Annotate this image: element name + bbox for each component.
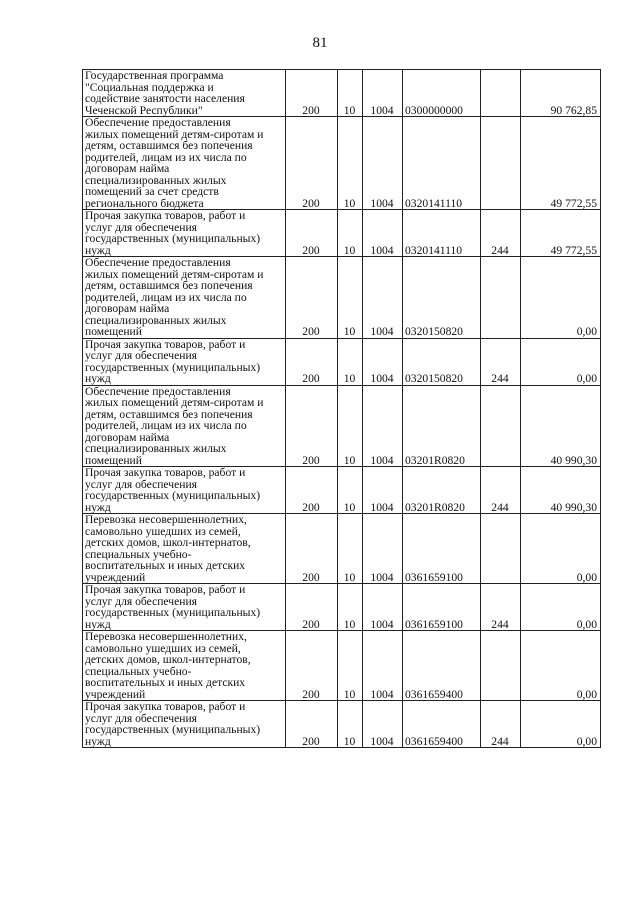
- row-adm-code-cell: 200: [286, 385, 338, 467]
- row-target-article-cell: 0320141110: [403, 117, 481, 210]
- row-subsection-cell: 1004: [363, 257, 403, 339]
- table-row: [83, 701, 601, 748]
- row-amount-cell: 49 772,55: [521, 210, 601, 257]
- table-body: [83, 70, 601, 748]
- row-adm-code-cell: 200: [286, 70, 338, 117]
- row-target-article-cell: 0361659100: [403, 584, 481, 631]
- row-subsection-cell: 1004: [363, 117, 403, 210]
- row-target-article-cell: 0300000000: [403, 70, 481, 117]
- row-target-article-cell: 0320150820: [403, 257, 481, 339]
- row-name-cell: Обеспечение предоставления жилых помещений детям-сиротам и детям, оставшимся без попечения родителей, лицам из их числа по договорам найма специализированных жилых помещений за счет средств регионального бюджета: [83, 117, 286, 210]
- row-adm-code-cell: 200: [286, 257, 338, 339]
- row-name-cell: Прочая закупка товаров, работ и услуг для обеспечения государственных (муниципальных) нужд: [83, 701, 286, 748]
- table-row: [83, 514, 601, 584]
- row-section-cell: 10: [338, 210, 363, 257]
- row-subsection-cell: 1004: [363, 385, 403, 467]
- row-adm-code-cell: 200: [286, 631, 338, 701]
- row-amount-cell: 0,00: [521, 338, 601, 385]
- table-row: [83, 338, 601, 385]
- row-adm-code-cell: 200: [286, 338, 338, 385]
- row-subsection-cell: 1004: [363, 514, 403, 584]
- row-expense-type-cell: [481, 117, 521, 210]
- row-name-cell: Государственная программа "Социальная поддержка и содействие занятости населения Чеченской Республики": [83, 70, 286, 117]
- row-amount-cell: 0,00: [521, 514, 601, 584]
- table-row: [83, 631, 601, 701]
- row-name-cell: Прочая закупка товаров, работ и услуг для обеспечения государственных (муниципальных) нужд: [83, 584, 286, 631]
- row-section-cell: 10: [338, 514, 363, 584]
- row-name-cell: Обеспечение предоставления жилых помещений детям-сиротам и детям, оставшимся без попечения родителей, лицам из их числа по договорам найма специализированных жилых помещений: [83, 257, 286, 339]
- row-expense-type-cell: [481, 70, 521, 117]
- row-target-article-cell: 0320150820: [403, 338, 481, 385]
- page-number: 81: [312, 35, 328, 51]
- row-amount-cell: 40 990,30: [521, 385, 601, 467]
- row-name-cell: Прочая закупка товаров, работ и услуг для обеспечения государственных (муниципальных) нужд: [83, 467, 286, 514]
- row-name-cell: Перевозка несовершеннолетних, самовольно ушедших из семей, детских домов, школ-интернатов, специальных учебно- воспитательных и иных детских учреждений: [83, 631, 286, 701]
- row-section-cell: 10: [338, 257, 363, 339]
- row-subsection-cell: 1004: [363, 70, 403, 117]
- table-row: [83, 385, 601, 467]
- row-amount-cell: 0,00: [521, 701, 601, 748]
- row-amount-cell: 0,00: [521, 631, 601, 701]
- row-amount-cell: 0,00: [521, 257, 601, 339]
- row-amount-cell: 49 772,55: [521, 117, 601, 210]
- row-subsection-cell: 1004: [363, 467, 403, 514]
- row-subsection-cell: 1004: [363, 584, 403, 631]
- row-section-cell: 10: [338, 584, 363, 631]
- row-subsection-cell: 1004: [363, 338, 403, 385]
- row-name-cell: Перевозка несовершеннолетних, самовольно ушедших из семей, детских домов, школ-интернатов, специальных учебно- воспитательных и иных детских учреждений: [83, 514, 286, 584]
- row-adm-code-cell: 200: [286, 117, 338, 210]
- row-adm-code-cell: 200: [286, 210, 338, 257]
- budget-table: [82, 69, 601, 748]
- row-target-article-cell: 0361659100: [403, 514, 481, 584]
- row-name-cell: Прочая закупка товаров, работ и услуг для обеспечения государственных (муниципальных) нужд: [83, 338, 286, 385]
- row-target-article-cell: 0361659400: [403, 631, 481, 701]
- row-section-cell: 10: [338, 467, 363, 514]
- row-name-cell: Прочая закупка товаров, работ и услуг для обеспечения государственных (муниципальных) нужд: [83, 210, 286, 257]
- row-subsection-cell: 1004: [363, 210, 403, 257]
- row-expense-type-cell: [481, 514, 521, 584]
- row-expense-type-cell: 244: [481, 467, 521, 514]
- row-expense-type-cell: [481, 631, 521, 701]
- row-section-cell: 10: [338, 70, 363, 117]
- row-subsection-cell: 1004: [363, 631, 403, 701]
- table-row: [83, 467, 601, 514]
- row-adm-code-cell: 200: [286, 584, 338, 631]
- row-section-cell: 10: [338, 385, 363, 467]
- row-adm-code-cell: 200: [286, 467, 338, 514]
- row-amount-cell: 90 762,85: [521, 70, 601, 117]
- table-row: [83, 70, 601, 117]
- table-row: [83, 210, 601, 257]
- row-section-cell: 10: [338, 117, 363, 210]
- row-expense-type-cell: 244: [481, 210, 521, 257]
- row-expense-type-cell: 244: [481, 701, 521, 748]
- row-expense-type-cell: [481, 257, 521, 339]
- table-row: [83, 257, 601, 339]
- row-target-article-cell: 0361659400: [403, 701, 481, 748]
- row-target-article-cell: 0320141110: [403, 210, 481, 257]
- row-section-cell: 10: [338, 701, 363, 748]
- row-expense-type-cell: 244: [481, 584, 521, 631]
- row-subsection-cell: 1004: [363, 701, 403, 748]
- row-adm-code-cell: 200: [286, 701, 338, 748]
- row-expense-type-cell: [481, 385, 521, 467]
- row-target-article-cell: 03201R0820: [403, 467, 481, 514]
- table-row: [83, 117, 601, 210]
- row-amount-cell: 40 990,30: [521, 467, 601, 514]
- row-name-cell: Обеспечение предоставления жилых помещений детям-сиротам и детям, оставшимся без попечения родителей, лицам из их числа по договорам найма специализированных жилых помещений: [83, 385, 286, 467]
- row-section-cell: 10: [338, 631, 363, 701]
- table-row: [83, 584, 601, 631]
- row-expense-type-cell: 244: [481, 338, 521, 385]
- row-target-article-cell: 03201R0820: [403, 385, 481, 467]
- row-adm-code-cell: 200: [286, 514, 338, 584]
- row-section-cell: 10: [338, 338, 363, 385]
- row-amount-cell: 0,00: [521, 584, 601, 631]
